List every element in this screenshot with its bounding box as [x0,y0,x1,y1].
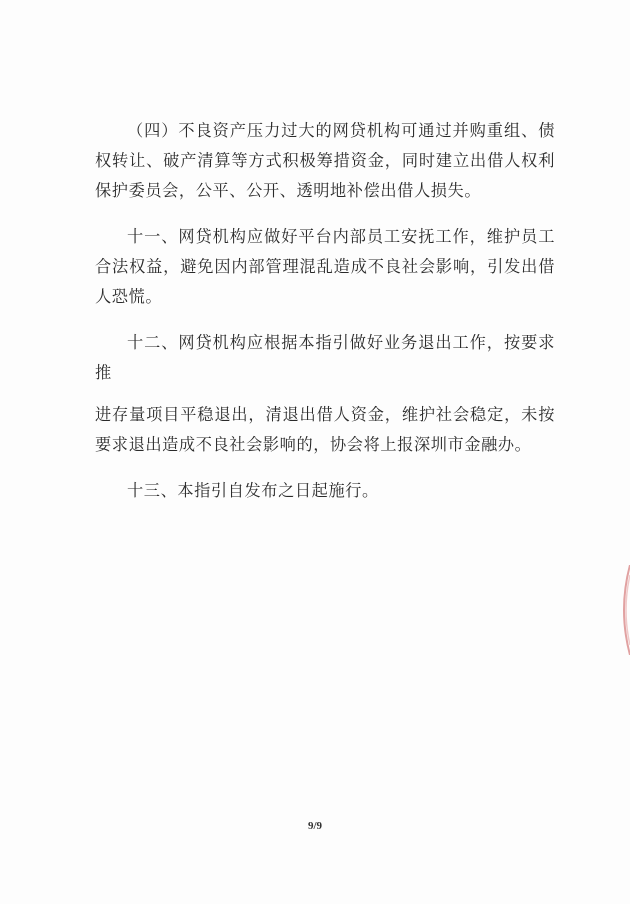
seal-stamp-edge-icon [616,565,630,655]
document-body [95,116,555,522]
paragraph-twelve-continued: 进存量项目平稳退出，清退出借人资金，维护社会稳定，未按要求退出造成不良社会影响的，协会将上报深圳市金融办。 [95,405,555,454]
page-number: 9/9 [307,820,323,832]
paragraph-thirteen: 十三、本指引自发布之日起施行。 [127,481,379,500]
paragraph-eleven: 十一、网贷机构应做好平台内部员工安抚工作，维护员工合法权益，避免因内部管理混乱造成不良社会影响，引发出借人恐慌。 [95,227,555,306]
paragraph-twelve-line1: 十二、网贷机构应根据本指引做好业务退出工作，按要求推 [95,333,555,382]
paragraph-four: （四）不良资产压力过大的网贷机构可通过并购重组、债权转让、破产清算等方式积极筹措资金，同时建立出借人权利保护委员会，公平、公开、透明地补偿出借人损失。 [95,121,555,200]
